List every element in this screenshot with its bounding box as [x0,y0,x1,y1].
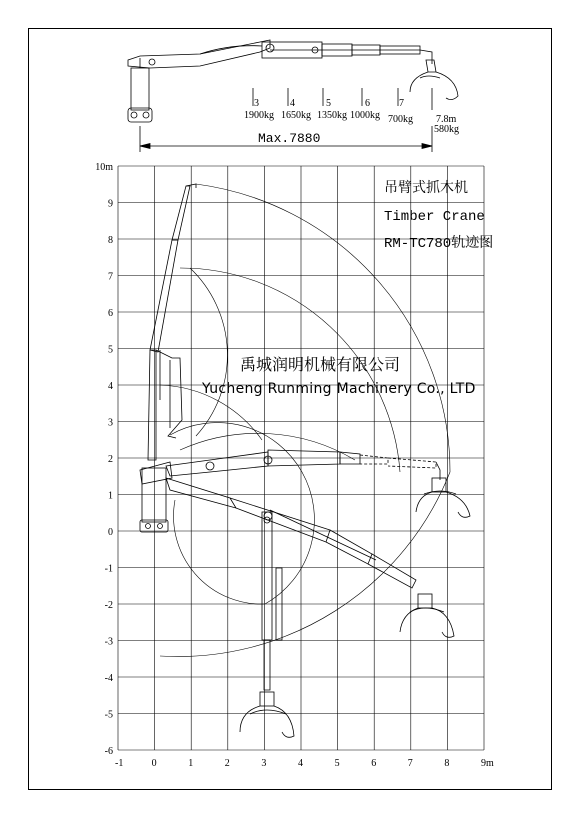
y-tick-label: 8 [108,235,113,246]
y-tick-label: 10m [95,162,113,173]
x-tick-label: 5 [334,758,340,769]
x-tick-label: 1 [188,758,194,769]
y-tick-label: -1 [104,563,113,575]
title-model: RM-TC780轨迹图 [384,236,494,252]
x-tick-label: 3 [261,758,267,769]
y-tick-label: -6 [104,746,113,757]
title-chinese: 吊臂式抓木机 [384,180,468,196]
section-5-number: 5 [326,98,331,109]
y-tick-label: -4 [104,673,113,684]
x-tick-label: 7 [407,758,413,769]
reach-label: 7.8m [436,114,457,125]
section-6-load: 1000kg [350,110,380,121]
x-tick-label: 0 [151,758,157,769]
title-english: Timber Crane [384,209,485,225]
company-name-cn: 禹城润明机械有限公司 [240,355,401,374]
x-tick-label: 4 [298,758,303,769]
y-axis-ticks [95,162,113,757]
y-tick-label: 2 [108,454,113,465]
y-tick-label: -3 [104,636,113,648]
x-tick-label: 9m [481,758,494,769]
section-7-number: 7 [399,98,404,109]
section-3-load: 1900kg [244,110,274,121]
x-tick-label: 8 [444,758,450,769]
reach-load: 580kg [434,124,459,135]
y-tick-label: -5 [104,709,113,721]
x-axis-ticks [115,758,494,769]
section-4-load: 1650kg [281,110,311,121]
section-5-load: 1350kg [317,110,347,121]
max-reach-arc [160,184,450,657]
crane-positions [140,184,470,737]
section-4-number: 4 [290,98,295,109]
y-tick-label: 6 [108,308,113,319]
x-tick-label: 6 [371,758,377,769]
y-tick-label: 0 [108,527,113,538]
max-reach-label: Max.7880 [258,131,321,146]
company-name-en: Yucheng Runming Machinery Co., LTD [202,381,476,397]
section-6-number: 6 [365,98,370,109]
y-tick-label: 4 [108,381,113,392]
y-tick-label: 5 [108,344,113,356]
y-tick-label: 1 [108,490,113,502]
x-tick-label: 2 [224,758,230,769]
trajectory-arcs [160,184,450,657]
section-7-load: 700kg [388,114,413,125]
y-tick-label: 3 [108,417,113,429]
y-tick-label: 9 [108,198,113,210]
y-tick-label: -2 [104,600,113,611]
x-tick-label: -1 [115,758,124,769]
section-3-number: 3 [254,98,259,109]
y-tick-label: 7 [108,271,113,283]
grid [118,166,484,750]
